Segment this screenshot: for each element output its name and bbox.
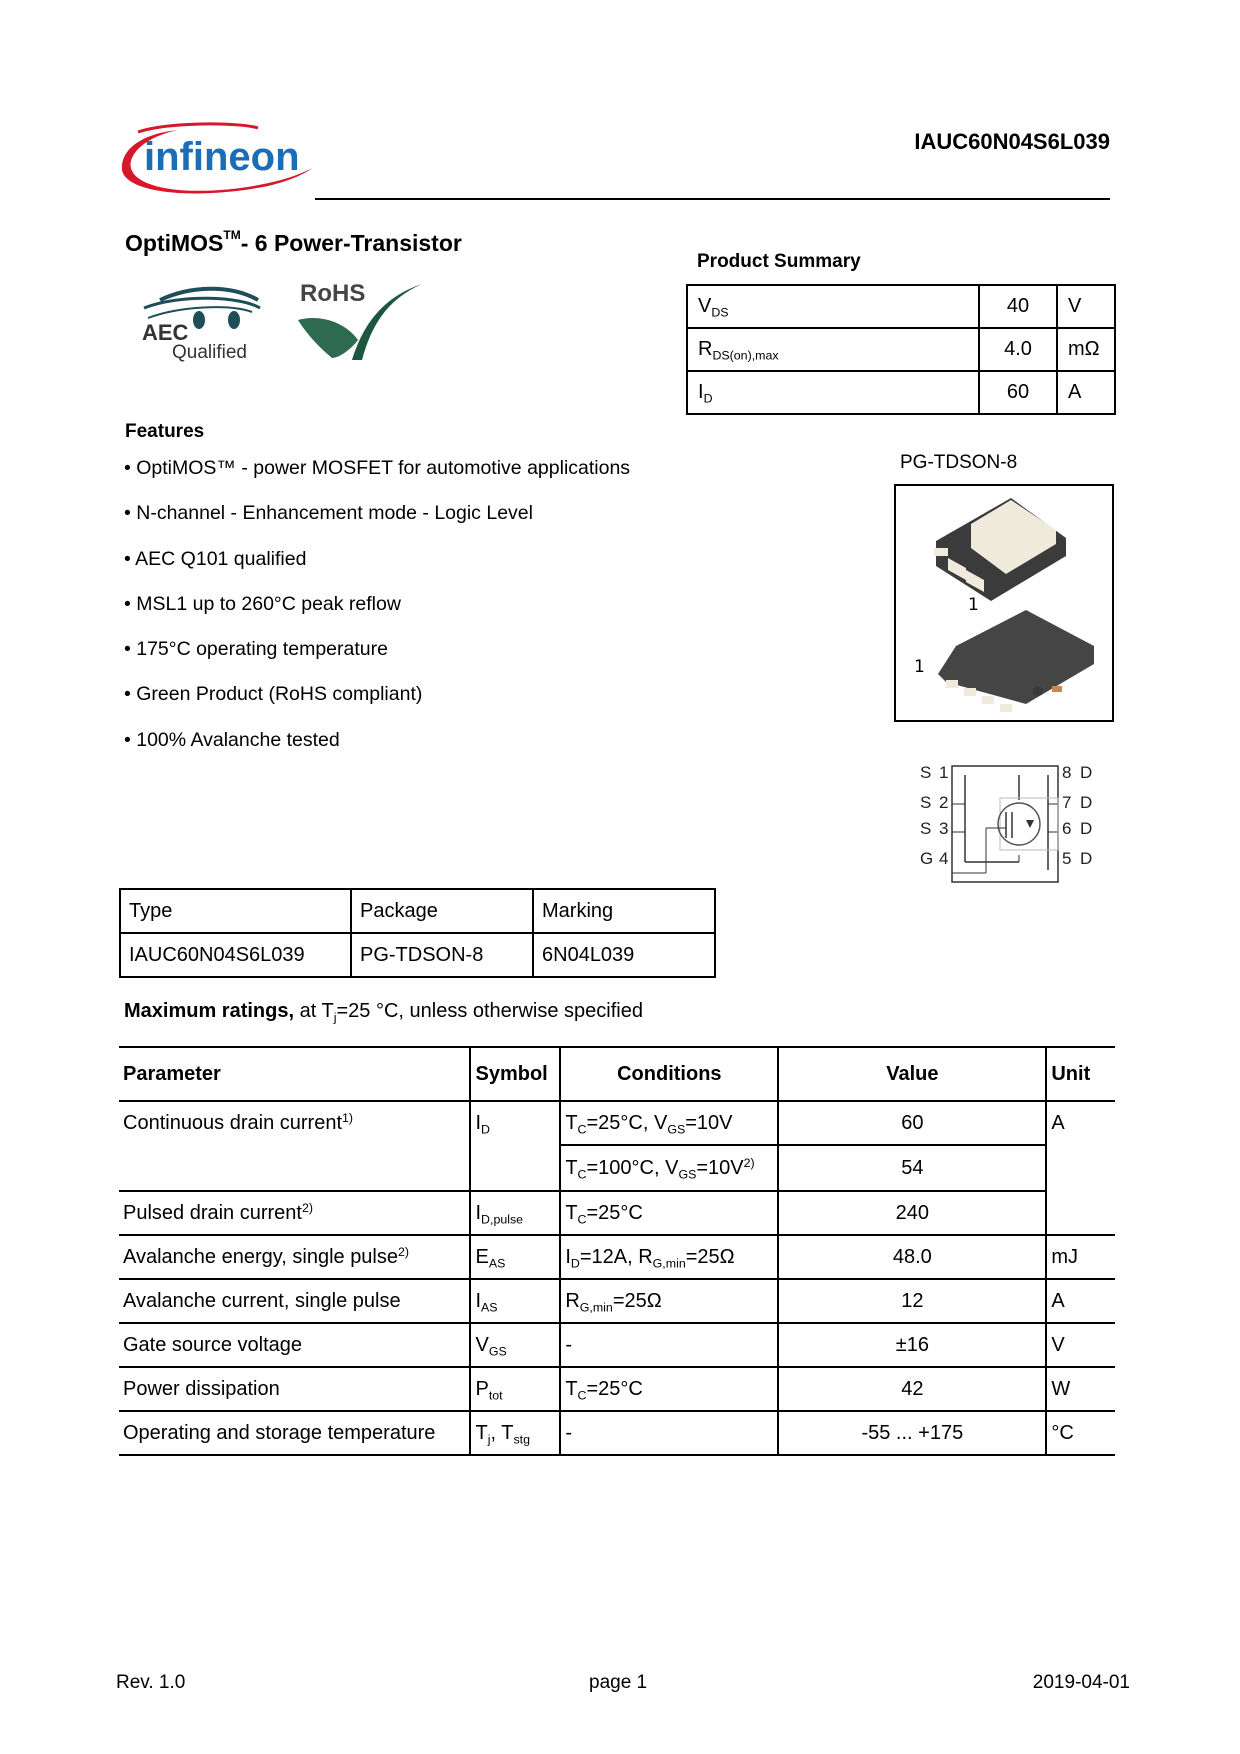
title-suffix: - 6 Power-Transistor — [240, 230, 462, 256]
package-image — [894, 484, 1114, 722]
unit-cell: A — [1046, 1101, 1115, 1235]
package-render-icon — [896, 486, 1112, 720]
aec-qualified-badge-icon — [140, 278, 430, 368]
value-cell: 60 — [979, 371, 1057, 414]
value-cell: 40 — [979, 285, 1057, 328]
svg-text:D: D — [1080, 793, 1093, 812]
unit-cell: A — [1046, 1279, 1115, 1323]
title-prefix: OptiMOS — [125, 230, 224, 256]
package-label: PG-TDSON-8 — [900, 452, 1018, 473]
svg-text:S: S — [920, 793, 932, 812]
unit-cell: °C — [1046, 1411, 1115, 1455]
table-row — [687, 328, 1115, 371]
header-rule — [315, 198, 1110, 200]
features-title: Features — [125, 421, 205, 442]
type-package-table — [119, 888, 716, 978]
parameter-cell: Pulsed drain current$^{2)}$ — [119, 1191, 470, 1235]
svg-text:7: 7 — [1062, 793, 1072, 812]
table-row — [687, 285, 1115, 328]
unit-cell: V — [1046, 1323, 1115, 1367]
header-unit: Unit — [1046, 1047, 1115, 1101]
header-parameter: Parameter — [119, 1047, 470, 1101]
conditions-cell: $I_D=12A$, $R_{G,min}=25\Omega$ — [560, 1235, 778, 1279]
table-row — [119, 1191, 1115, 1235]
max-ratings-table — [119, 1046, 1115, 1456]
value-cell: 240 — [778, 1191, 1046, 1235]
parameter-cell: Avalanche current, single pulse — [119, 1279, 470, 1323]
table-row — [119, 1323, 1115, 1367]
svg-text:D: D — [1080, 849, 1093, 868]
list-item: • 100% Avalanche tested — [124, 728, 340, 751]
symbol-cell: $E_{AS}$ — [470, 1235, 560, 1279]
symbol-cell: $I_{AS}$ — [470, 1279, 560, 1323]
value-cell: -55 ... +175 — [778, 1411, 1046, 1455]
symbol-cell: $I_{D,pulse}$ — [470, 1191, 560, 1235]
svg-text:S: S — [920, 819, 932, 838]
symbol-cell: $P_{tot}$ — [470, 1367, 560, 1411]
symbol-cell: $R_{DS(on),max}$ — [687, 328, 979, 371]
conditions-cell: $T_C=25^\circ C$ — [560, 1191, 778, 1235]
unit-cell: V — [1057, 285, 1115, 328]
part-number-header: IAUC60N04S6L039 — [914, 129, 1110, 154]
unit-cell: mJ — [1046, 1235, 1115, 1279]
svg-text:8: 8 — [1062, 763, 1072, 782]
trademark-mark: TM — [223, 228, 241, 242]
parameter-cell: Operating and storage temperature — [119, 1411, 470, 1455]
table-row — [119, 1101, 1115, 1145]
conditions-cell: - — [560, 1323, 778, 1367]
svg-text:D: D — [1080, 763, 1093, 782]
header-package: Package — [351, 889, 533, 933]
table-row — [687, 371, 1115, 414]
conditions-cell: $R_{G,min}=25\Omega$ — [560, 1279, 778, 1323]
infineon-logo — [118, 122, 314, 204]
value-cell: 60 — [778, 1101, 1046, 1145]
svg-text:1: 1 — [939, 763, 949, 782]
marking-cell: 6N04L039 — [533, 933, 715, 977]
footer-page-number: page 1 — [589, 1672, 648, 1693]
header-conditions: Conditions — [560, 1047, 778, 1101]
header-type: Type — [120, 889, 351, 933]
table-header-row — [119, 1047, 1115, 1101]
product-summary-table — [686, 284, 1116, 415]
brand-text: infineon — [144, 135, 300, 179]
parameter-cell: Power dissipation — [119, 1367, 470, 1411]
max-ratings-title: Maximum ratings, at $T_j=25$ °C, unless otherwise specified — [124, 1000, 643, 1025]
list-item: • N-channel - Enhancement mode - Logic Level — [124, 502, 533, 525]
list-item: • Green Product (RoHS compliant) — [124, 683, 423, 706]
table-row — [120, 933, 715, 977]
table-header-row — [120, 889, 715, 933]
table-row — [119, 1279, 1115, 1323]
value-cell: ±16 — [778, 1323, 1046, 1367]
svg-text:RoHS: RoHS — [300, 280, 366, 307]
value-cell: 4.0 — [979, 328, 1057, 371]
product-summary-title: Product Summary — [697, 251, 861, 272]
symbol-cell: $T_j$, $T_{stg}$ — [470, 1411, 560, 1455]
value-cell: 54 — [778, 1145, 1046, 1191]
svg-text:6: 6 — [1062, 819, 1072, 838]
svg-text:Qualified: Qualified — [172, 342, 247, 363]
mosfet-pinout-icon — [914, 758, 1104, 884]
unit-cell: W — [1046, 1367, 1115, 1411]
footer-date: 2019-04-01 — [1032, 1672, 1130, 1693]
svg-text:G: G — [920, 849, 934, 868]
svg-text:D: D — [1080, 819, 1093, 838]
pinout-diagram — [914, 758, 1104, 884]
type-cell: IAUC60N04S6L039 — [120, 933, 351, 977]
unit-cell: A — [1057, 371, 1115, 414]
svg-text:S: S — [920, 763, 932, 782]
list-item: • AEC Q101 qualified — [124, 547, 307, 570]
value-cell: 42 — [778, 1367, 1046, 1411]
unit-cell: mΩ — [1057, 328, 1115, 371]
list-item: • MSL1 up to 260°C peak reflow — [124, 592, 401, 615]
svg-text:5: 5 — [1062, 849, 1072, 868]
symbol-cell: $I_D$ — [470, 1101, 560, 1191]
table-row — [119, 1367, 1115, 1411]
header-marking: Marking — [533, 889, 715, 933]
conditions-cell: $T_C=25^\circ C$, $V_{GS}=10V$ — [560, 1101, 778, 1145]
conditions-cell: $T_C=100^\circ C$, $V_{GS}=10V^{2)}$ — [560, 1145, 778, 1191]
header-symbol: Symbol — [470, 1047, 560, 1101]
page-title — [125, 228, 462, 257]
list-item: • 175°C operating temperature — [124, 638, 388, 661]
parameter-cell: Gate source voltage — [119, 1323, 470, 1367]
symbol-cell: $V_{GS}$ — [470, 1323, 560, 1367]
svg-text:4: 4 — [939, 849, 949, 868]
list-item: • OptiMOS™ - power MOSFET for automotive applications — [124, 457, 631, 479]
svg-text:3: 3 — [939, 819, 949, 838]
parameter-cell: Avalanche energy, single pulse$^{2)}$ — [119, 1235, 470, 1279]
svg-text:2: 2 — [939, 793, 949, 812]
symbol-cell: $I_D$ — [687, 371, 979, 414]
table-row — [119, 1411, 1115, 1455]
features-list — [124, 454, 630, 771]
value-cell: 12 — [778, 1279, 1046, 1323]
footer-revision: Rev. 1.0 — [116, 1672, 186, 1693]
svg-text:AEC: AEC — [142, 320, 189, 345]
conditions-cell: $T_C=25^\circ C$ — [560, 1367, 778, 1411]
parameter-cell: Continuous drain current$^{1)}$ — [119, 1101, 470, 1191]
conditions-cell: - — [560, 1411, 778, 1455]
certification-badges — [140, 278, 430, 368]
value-cell: 48.0 — [778, 1235, 1046, 1279]
table-row — [119, 1235, 1115, 1279]
package-cell: PG-TDSON-8 — [351, 933, 533, 977]
header-value: Value — [778, 1047, 1046, 1101]
svg-text:1: 1 — [914, 657, 925, 677]
svg-text:1: 1 — [968, 595, 979, 615]
symbol-cell: $V_{DS}$ — [687, 285, 979, 328]
